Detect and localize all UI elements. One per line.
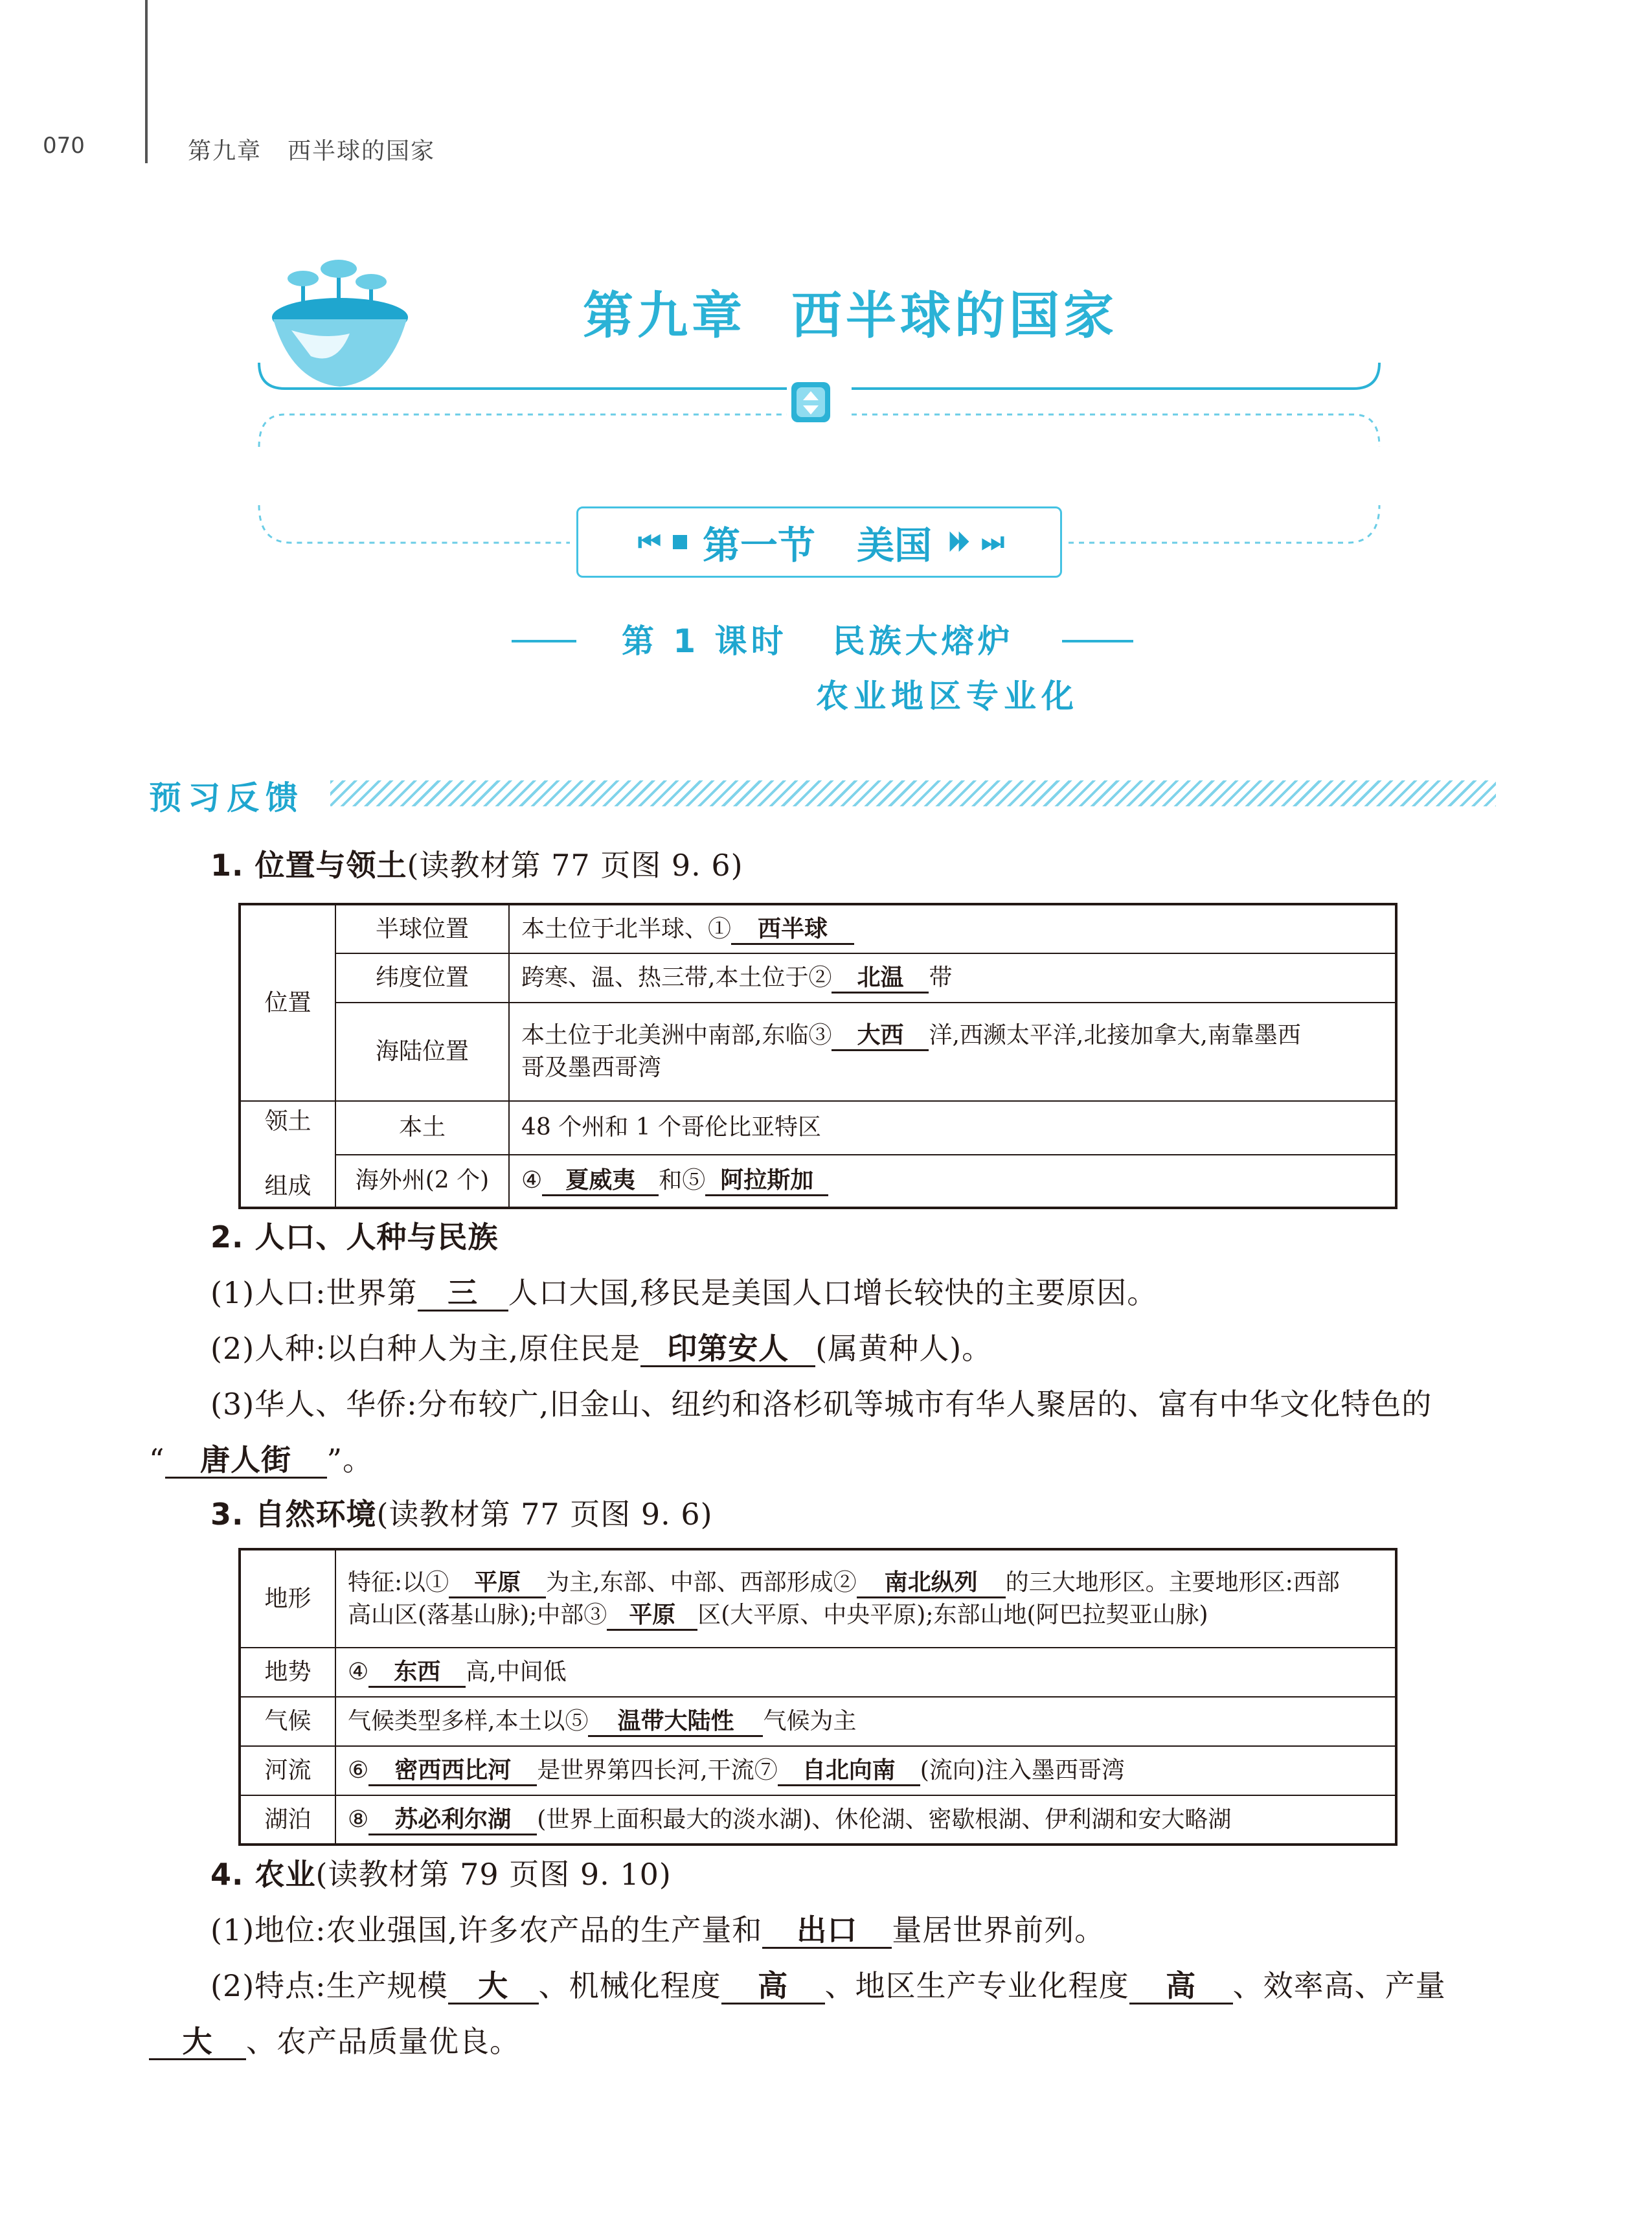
chapter-title	[583, 275, 1118, 348]
lake-post: (世界上面积最大的淡水湖)、休伦湖、密歇根湖、伊利湖和安大略湖	[537, 1806, 1232, 1833]
q4-p2-pre: (2)特点:生产规模	[210, 1968, 448, 2003]
answer-blank: 出口	[762, 1913, 892, 1949]
table-row	[240, 1155, 1396, 1209]
hemisphere-label: 半球位置	[335, 904, 509, 953]
terrain-content	[335, 1549, 1396, 1648]
skip-back-icon: ⏮	[637, 527, 657, 557]
mainland-content: 48 个州和 1 个哥伦比亚特区	[509, 1101, 1396, 1155]
q2-p1-post: 人口大国,移民是美国人口增长较快的主要原因。	[508, 1275, 1158, 1310]
q2-p2	[210, 1329, 992, 1368]
q2-title: 2. 人口、人种与民族	[210, 1220, 499, 1255]
chapter-label: 第九章	[583, 287, 747, 345]
river-content	[335, 1746, 1396, 1795]
climate-label: 气候	[240, 1697, 335, 1746]
table-row	[240, 1795, 1396, 1845]
natural-environment-table	[238, 1548, 1397, 1846]
river-marker: ⑥	[348, 1757, 369, 1784]
square-bullet-icon	[673, 535, 687, 549]
answer-blank: 阿拉斯加	[705, 1167, 828, 1196]
answer-blank: 苏必利尔湖	[368, 1806, 537, 1835]
answer-blank: 大	[149, 2025, 246, 2060]
climate-post: 气候为主	[763, 1708, 857, 1734]
answer-blank: 唐人街	[165, 1443, 327, 1479]
answer-blank: 平原	[607, 1602, 697, 1631]
sealand-text: 本土位于北美洲中南部,东临③	[521, 1022, 832, 1049]
section-name: 美国	[857, 523, 933, 567]
q4-p1-post: 量居世界前列。	[892, 1913, 1105, 1948]
running-title	[188, 133, 461, 166]
latitude-content	[509, 953, 1396, 1003]
sealand-content	[509, 1003, 1396, 1101]
territory-cell	[240, 1101, 335, 1208]
q2-p3-line1: (3)华人、华侨:分布较广,旧金山、纽约和洛杉矶等城市有华人聚居的、富有中华文化特色的	[210, 1387, 1432, 1422]
climate-pre: 气候类型多样,本土以⑤	[348, 1708, 589, 1734]
river-label: 河流	[240, 1746, 335, 1795]
q4-title-line	[210, 1855, 672, 1894]
mainland-label: 本土	[335, 1101, 509, 1155]
climate-content	[335, 1697, 1396, 1746]
answer-blank: 南北纵列	[857, 1569, 1006, 1598]
lake-content	[335, 1795, 1396, 1845]
section-title-box	[576, 506, 1062, 578]
answer-blank: 东西	[368, 1659, 466, 1688]
answer-blank: 平原	[449, 1569, 546, 1598]
terrain-label: 地形	[240, 1549, 335, 1648]
q2-p2-pre: (2)人种:以白种人为主,原住民是	[210, 1331, 641, 1366]
terrain-text-1: 特征:以①	[348, 1569, 449, 1596]
page-number: 070	[43, 133, 85, 159]
terrain-text-3: 的三大地形区。主要地形区:西部	[1005, 1569, 1340, 1596]
sealand-text-2: 哥及墨西哥湾	[521, 1054, 662, 1081]
q2-p1	[210, 1273, 1157, 1312]
header-rule	[145, 0, 148, 163]
q4-p1	[210, 1911, 1105, 1949]
lesson-label: 第 1 课时	[622, 622, 787, 660]
q3-note: (读教材第 77 页图 9. 6)	[376, 1497, 713, 1532]
q4-p2-t4: 、农产品质量优良。	[246, 2024, 520, 2059]
q4-p2-t3: 、效率高、产量	[1232, 1968, 1446, 2003]
chapter-name: 西半球的国家	[791, 287, 1118, 345]
lesson-title	[622, 615, 1014, 662]
running-chapter-name: 西半球的国家	[288, 138, 436, 165]
answer-blank: 三	[418, 1276, 508, 1312]
q2-p1-pre: (1)人口:世界第	[210, 1275, 418, 1310]
answer-blank: 密西西比河	[368, 1757, 537, 1786]
answer-blank: 西半球	[731, 916, 854, 945]
position-cell: 位置	[240, 904, 335, 1101]
answer-blank: 自北向南	[778, 1757, 920, 1786]
lesson-title-2: 农业地区专业化	[816, 677, 1079, 715]
terrain-text-2: 为主,东部、中部、西部形成②	[546, 1569, 857, 1596]
skip-forward-icon: ⏭	[981, 527, 1001, 557]
answer-blank: 夏威夷	[542, 1167, 659, 1196]
slope-post: 高,中间低	[466, 1659, 567, 1685]
preview-heading: 预习反馈	[149, 779, 304, 817]
lesson-deco-right	[1062, 640, 1133, 642]
position-territory-table	[238, 903, 1397, 1209]
slope-content	[335, 1648, 1396, 1697]
slope-marker: ④	[348, 1659, 369, 1685]
table-row	[240, 1101, 1396, 1155]
table-row	[240, 1697, 1396, 1746]
table-row	[240, 1003, 1396, 1101]
table-row	[240, 953, 1396, 1003]
quote-open: “	[149, 1442, 165, 1477]
table-row	[240, 904, 1396, 953]
island-illustration	[266, 243, 414, 392]
overseas-label: 海外州(2 个)	[335, 1155, 509, 1209]
latitude-text: 跨寒、温、热三带,本土位于②	[521, 964, 832, 991]
play-icon: ⏵⏵	[947, 527, 966, 557]
answer-blank: 温带大陆性	[588, 1708, 763, 1737]
lake-marker: ⑧	[348, 1806, 369, 1833]
q1-note: (读教材第 77 页图 9. 6)	[407, 848, 743, 883]
answer-blank: 印第安人	[640, 1332, 815, 1367]
answer-blank: 北温	[832, 964, 929, 994]
answer-blank: 大西	[832, 1022, 929, 1051]
q4-p2-line2	[149, 2022, 520, 2061]
q3-title-line	[210, 1495, 713, 1534]
q4-p1-pre: (1)地位:农业强国,许多农产品的生产量和	[210, 1913, 763, 1948]
river-post: (流向)注入墨西哥湾	[920, 1757, 1125, 1784]
section-label: 第一节	[702, 523, 815, 567]
q4-p2-t1: 、机械化程度	[538, 1968, 721, 2003]
territory-label-1: 领土	[264, 1108, 311, 1135]
q4-p2-t2: 、地区生产专业化程度	[824, 1968, 1129, 2003]
answer-blank: 高	[1129, 1969, 1233, 2005]
latitude-label: 纬度位置	[335, 953, 509, 1003]
answer-blank: 大	[448, 1969, 539, 2005]
q4-title: 4. 农业	[210, 1857, 316, 1892]
q4-p2-line1	[210, 1966, 1446, 2005]
q1-title: 1. 位置与领土	[210, 848, 407, 883]
sealand-label: 海陆位置	[335, 1003, 509, 1101]
table-row	[240, 1746, 1396, 1795]
lesson-deco-left	[512, 640, 576, 642]
hemisphere-text: 本土位于北半球、①	[521, 915, 732, 942]
territory-label-2: 组成	[264, 1173, 311, 1199]
sealand-after: 洋,西濒太平洋,北接加拿大,南靠墨西	[929, 1022, 1301, 1049]
lesson-title-1: 民族大熔炉	[832, 622, 1014, 660]
q1-title-line	[210, 846, 743, 885]
quote-close: ”。	[326, 1442, 374, 1477]
q4-note: (读教材第 79 页图 9. 10)	[315, 1857, 672, 1892]
q2-p2-post: (属黄种人)。	[815, 1331, 993, 1366]
q3-title: 3. 自然环境	[210, 1497, 377, 1532]
answer-blank: 高	[721, 1969, 825, 2005]
table-row	[240, 1549, 1396, 1648]
latitude-after: 带	[929, 964, 953, 991]
overseas-content	[509, 1155, 1396, 1209]
overseas-marker: ④	[521, 1167, 543, 1194]
lake-label: 湖泊	[240, 1795, 335, 1845]
terrain-text-5: 区(大平原、中央平原);东部山地(阿巴拉契亚山脉)	[697, 1601, 1208, 1628]
terrain-text-4: 高山区(落基山脉);中部③	[348, 1601, 607, 1628]
heading-hatch-divider	[330, 780, 1496, 806]
river-mid: 是世界第四长河,干流⑦	[537, 1757, 778, 1784]
slope-label: 地势	[240, 1648, 335, 1697]
running-chapter: 第九章	[188, 138, 262, 165]
hemisphere-content	[509, 904, 1396, 953]
q2-p3-line2	[149, 1440, 373, 1479]
overseas-mid: 和⑤	[659, 1167, 706, 1194]
table-row	[240, 1648, 1396, 1697]
